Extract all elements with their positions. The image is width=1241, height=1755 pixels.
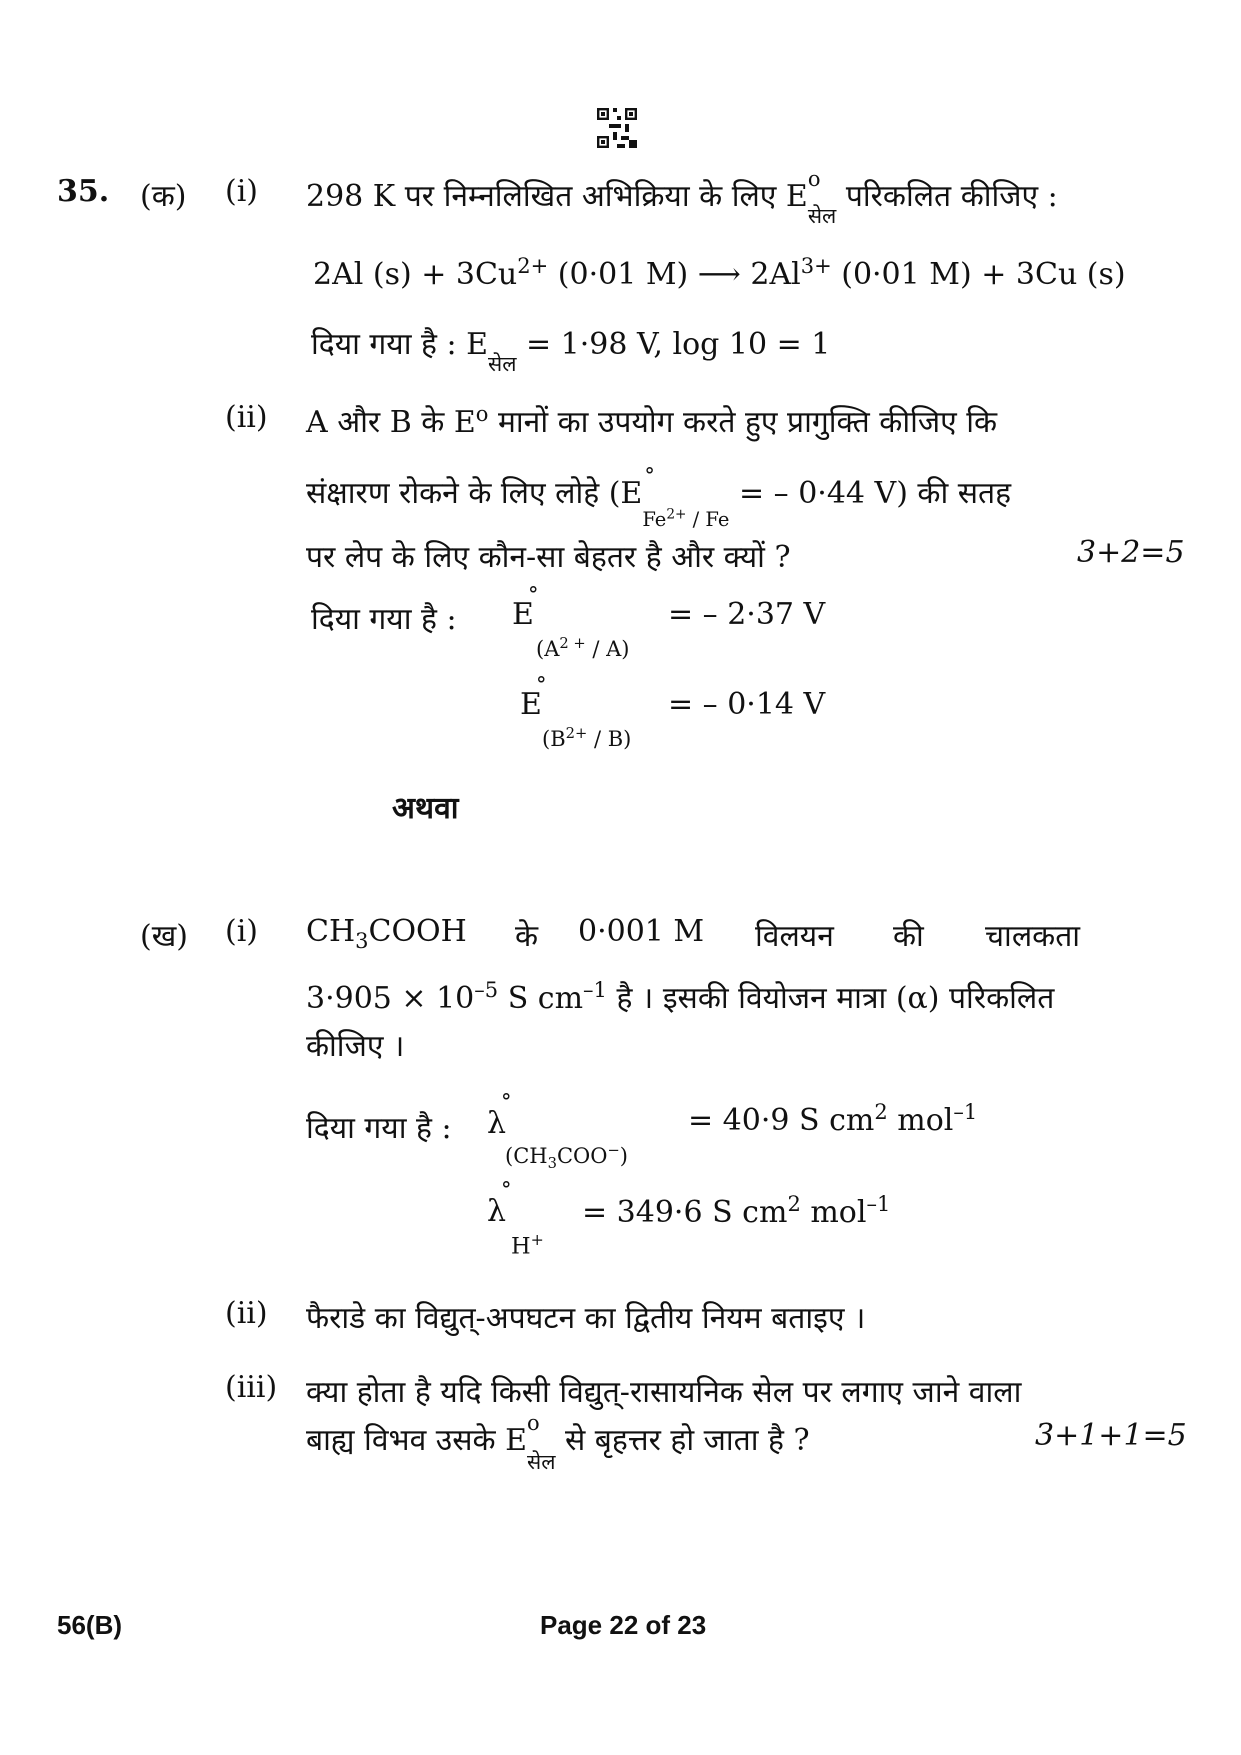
kha-i-lambda-h: λ ° H+ [487, 1178, 544, 1260]
ka-i-question-line: 298 K पर निम्नलिखित अभिक्रिया के लिए E o $_{सेल}$ परिकलित कीजिए : [306, 167, 1058, 228]
ka-ii-line2: संक्षारण रोकने के लिए लोहे (E ° $_{Fe^{2+} / Fe}$ = – 0·44 V) की सतह [306, 464, 1012, 531]
kha-i-lambda-acetate-value: = 40·9 S $cm^2$ mol$^{-1}$ [688, 1100, 978, 1138]
kha-i-l1-ki: की [893, 919, 924, 954]
kha-i-lambda-h-value: = 349·6 S $cm^2$ mol$^{-1}$ [582, 1192, 891, 1230]
ka-i-reaction: 2Al $(s) + 3Cu^{2+}$ (0·01 M) ⟶ $2Al^{3+}$ (0·01 M) + 3Cu (s) [313, 254, 1126, 292]
kha-i-l1-solution: विलयन [755, 919, 834, 954]
ka-ii-e-a: E ° $(A^{2 +} / A)$ [512, 583, 630, 661]
subpart-kha-ii-label: (ii) [225, 1296, 268, 1331]
kha-i-l1-formula: $CH_3COOH$ [306, 914, 467, 953]
ka-ii-line3: पर लेप के लिए कौन-सा बेहतर है और क्यों ? [306, 540, 791, 575]
kha-i-l1-conductivity: चालकता [985, 919, 1081, 954]
kha-i-l1-conc: 0·001 M [578, 914, 705, 949]
arrow-icon: ⟶ [697, 257, 741, 292]
kha-i-l1-ke: के [515, 919, 539, 954]
qr-code-icon [597, 108, 637, 148]
ka-marks: 3+2=5 [1077, 535, 1185, 570]
kha-i-line3: कीजिए । [306, 1029, 405, 1064]
question-number: 35. [57, 174, 110, 209]
kha-i-line2: $3\cdot 905 \times 10^{-5}$ S $cm^{-1}$ है । इसकी वियोजन मात्रा (α) परिकलित [306, 978, 1055, 1016]
subpart-ka-i-label: (i) [225, 174, 259, 209]
subpart-kha-iii-label: (iii) [225, 1370, 278, 1405]
ka-ii-e-b: E ° $(B^{2+} / B)$ [520, 673, 632, 751]
or-divider-text: अथवा [392, 791, 459, 826]
paper-code: 56(B) [57, 1610, 123, 1640]
kha-iii-line2: बाह्य विभव उसके E o $_{सेल}$ से बृहत्तर हो जाता है ? [306, 1411, 810, 1474]
subpart-kha-i-label: (i) [225, 914, 259, 949]
kha-marks: 3+1+1=5 [1035, 1418, 1187, 1453]
kha-ii-text: फैराडे का विद्युत्-अपघटन का द्वितीय नियम बताइए । [306, 1301, 866, 1336]
ka-i-given: दिया गया है : $E_{सेल} = 1\cdot 98$ V, log 10 = 1 [311, 327, 831, 376]
kha-iii-line1: क्या होता है यदि किसी विद्युत्-रासायनिक सेल पर लगाए जाने वाला [306, 1375, 1022, 1410]
part-ka-label: (क) [140, 179, 187, 214]
kha-i-lambda-acetate: λ ° $(CH_3COO^-)$ [487, 1090, 628, 1173]
kha-i-given-label: दिया गया है : [306, 1111, 452, 1146]
ka-ii-given-label: दिया गया है : [311, 602, 457, 637]
subpart-ka-ii-label: (ii) [225, 400, 268, 435]
part-kha-label: (ख) [140, 919, 188, 954]
ka-ii-e-a-value: = – 2·37 V [668, 597, 826, 632]
ka-ii-e-b-value: = – 0·14 V [668, 687, 826, 722]
page-number: Page 22 of 23 [540, 1610, 707, 1640]
ka-ii-line1: A और B के $E^o$ मानों का उपयोग करते हुए प्रागुक्ति कीजिए कि [306, 402, 998, 440]
